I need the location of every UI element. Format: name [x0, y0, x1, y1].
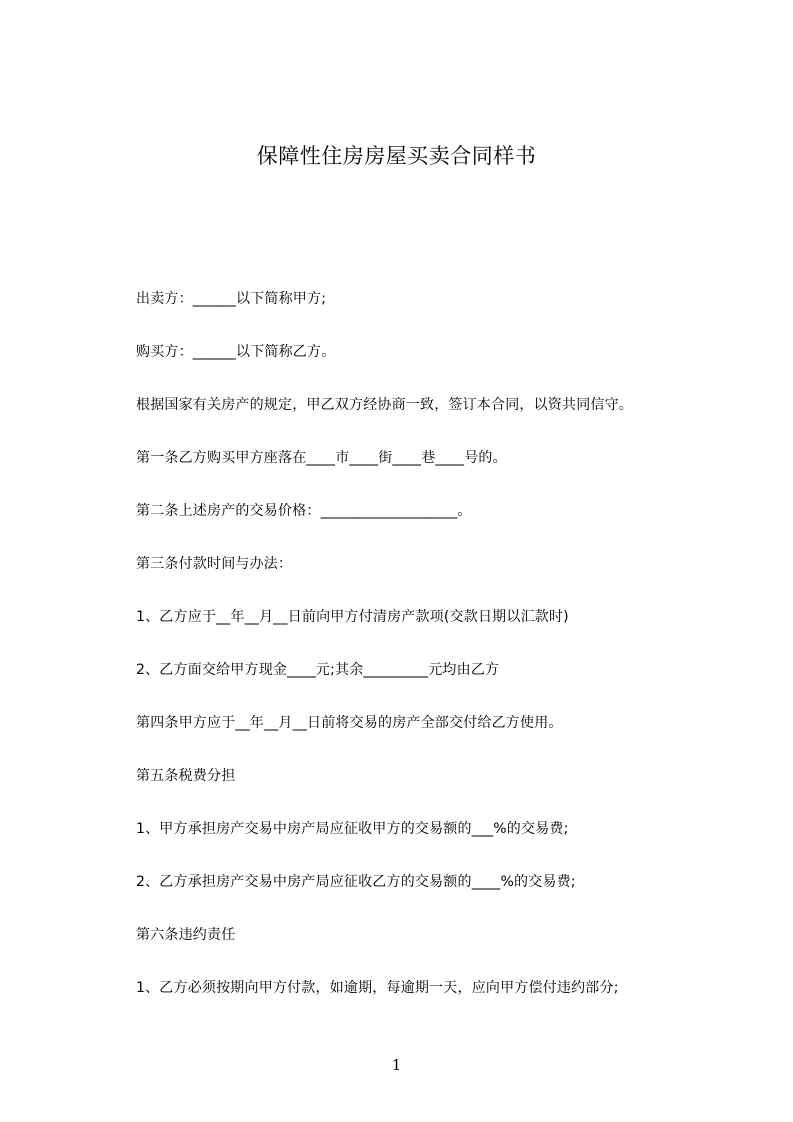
document-title: 保障性住房房屋买卖合同样书	[256, 144, 537, 168]
paragraph-article-3-item-2: 2、乙方面交给甲方现金____元;其余_________元均由乙方	[136, 662, 500, 678]
paragraph-article-4: 第四条甲方应于__年__月__日前将交易的房产全部交付给乙方使用。	[136, 715, 563, 731]
paragraph-article-3: 第三条付款时间与办法：	[136, 556, 293, 572]
paragraph-article-5-item-2: 2、乙方承担房产交易中房产局应征收乙方的交易额的____%的交易费;	[136, 874, 576, 890]
paragraph-preamble: 根据国家有关房产的规定，甲乙双方经协商一致，签订本合同，以资共同信守。	[136, 397, 633, 413]
paragraph-article-5-item-1: 1、甲方承担房产交易中房产局应征收甲方的交易额的___%的交易费;	[136, 821, 569, 837]
paragraph-article-2: 第二条上述房产的交易价格：___________________。	[136, 503, 472, 519]
document-body	[136, 289, 736, 1031]
paragraph-article-3-item-1: 1、乙方应于__年__月__日前向甲方付清房产款项(交款日期以汇款时)	[136, 609, 569, 625]
paragraph-article-5: 第五条税费分担	[136, 768, 236, 784]
page-number: 1	[391, 1056, 402, 1074]
paragraph-seller: 出卖方：______以下简称甲方;	[136, 291, 327, 307]
paragraph-article-1: 第一条乙方购买甲方座落在____市____街____巷____号的。	[136, 450, 507, 466]
paragraph-buyer: 购买方：______以下简称乙方。	[136, 344, 336, 360]
paragraph-article-6: 第六条违约责任	[136, 927, 236, 943]
paragraph-article-6-item-1: 1、乙方必须按期向甲方付款，如逾期，每逾期一天，应向甲方偿付违约部分;	[136, 980, 619, 996]
